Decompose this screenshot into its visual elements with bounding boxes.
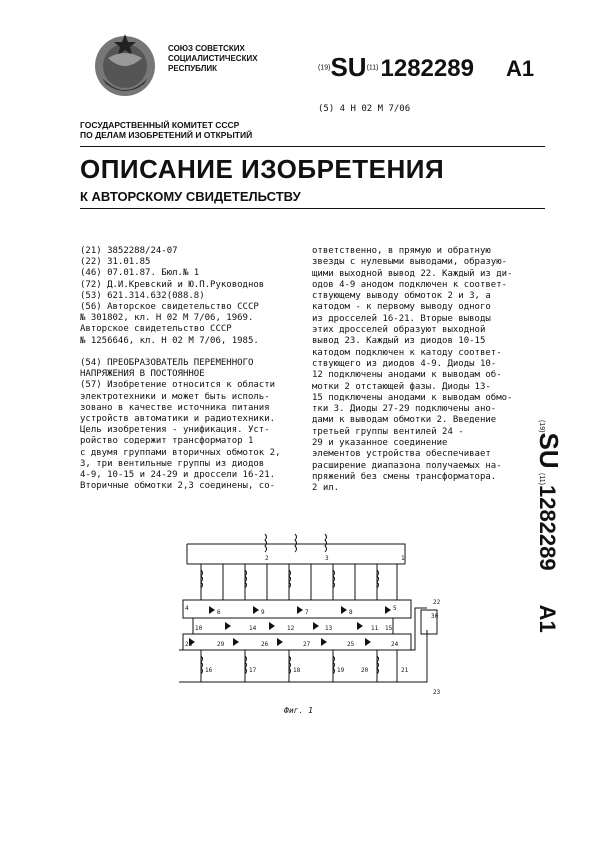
- label-13: 13: [325, 625, 333, 632]
- label-14: 14: [249, 625, 257, 632]
- label-16: 16: [205, 667, 213, 674]
- text-line: ройство содержит трансформатор 1: [80, 436, 254, 447]
- side-country-code: SU: [534, 432, 564, 469]
- text-line: расширение диапазона получаемых на-: [312, 460, 502, 471]
- text-line: 3, три вентильные группы из диодов: [80, 458, 265, 469]
- committee: [80, 120, 252, 140]
- text-line: 12 подключены анодами к выводам об-: [312, 370, 502, 381]
- text-line: № 301802, кл. Н 02 М 7/06, 1969.: [80, 313, 254, 324]
- text-line: дами к выводам обмотки 2. Введение: [312, 415, 497, 426]
- text-line: 2 ил.: [312, 483, 340, 494]
- text-line: звезды с нулевыми выводами, образую-: [312, 257, 508, 268]
- text-line: Цель изобретения - унификация. Уст-: [80, 425, 270, 436]
- text-line: ствующему выводу обмоток 2 и 3, а: [312, 291, 491, 302]
- label-27: 27: [303, 641, 311, 648]
- label-10: 10: [195, 625, 203, 632]
- label-25: 25: [347, 641, 355, 648]
- secondary-leads: [201, 564, 397, 600]
- label-21: 21: [401, 667, 409, 674]
- committee-line: ПО ДЕЛАМ ИЗОБРЕТЕНИЙ И ОТКРЫТИЙ: [80, 130, 253, 140]
- text-line: (57) Изобретение относится к области: [80, 380, 276, 391]
- org-line: РЕСПУБЛИК: [168, 64, 217, 73]
- bibliographic-column: [80, 246, 305, 492]
- label-3: 3: [325, 555, 329, 562]
- text-line: пряжений без смены трансформатора.: [312, 471, 497, 482]
- text-line: третьей группы вентилей 24 -: [312, 426, 464, 437]
- text-line: ответственно, в прямую и обратную: [312, 246, 491, 256]
- choke-leads: [201, 650, 397, 682]
- label-15: 15: [385, 625, 393, 632]
- text-line: Вторичные обмотки 2,3 соединены, со-: [80, 481, 276, 492]
- text-line: вывод 23. Каждый из диодов 10-15: [312, 336, 486, 347]
- label-9: 9: [261, 609, 265, 616]
- text-line: (22) 31.01.85: [80, 257, 151, 268]
- label-24: 24: [391, 641, 399, 648]
- label-8: 8: [349, 609, 353, 616]
- text-line: № 1256646, кл. Н 02 М 7/06, 1985.: [80, 335, 259, 346]
- patent-number-block: [318, 52, 534, 83]
- label-17: 17: [249, 667, 257, 674]
- text-line: с двумя группами вторичных обмоток 2,: [80, 447, 281, 458]
- country-code: SU: [330, 52, 367, 82]
- text-line: (56) Авторское свидетельство СССР: [80, 302, 259, 313]
- primary-winding-c: [325, 534, 327, 552]
- label-26: 26: [261, 641, 269, 648]
- org-line: СОЮЗ СОВЕТСКИХ: [168, 44, 245, 53]
- text-line: (54) ПРЕОБРАЗОВАТЕЛЬ ПЕРЕМЕННОГО: [80, 358, 254, 369]
- org-line: СОЦИАЛИСТИЧЕСКИХ: [168, 54, 258, 63]
- side-code-19: (19): [538, 420, 545, 433]
- text-line: щими выходной вывод 22. Каждый из ди-: [312, 268, 513, 279]
- text-line: мотки 2 отстающей фазы. Диоды 13-: [312, 381, 491, 392]
- patent-number: 1282289: [380, 55, 474, 82]
- label-20: 20: [361, 667, 369, 674]
- text-line: (53) 621.314.632(088.8): [80, 290, 205, 301]
- text-line: электротехники и может быть исполь-: [80, 391, 270, 402]
- figure-caption: Фиг. 1: [284, 706, 313, 715]
- text-line: элементов устройства обеспечивает: [312, 449, 491, 460]
- text-line: (72) Д.И.Кревский и Ю.П.Руководнов: [80, 279, 265, 290]
- label-11: 11: [371, 625, 379, 632]
- text-line: катодом - к первому выводу одного: [312, 302, 491, 313]
- label-23: 23: [433, 689, 441, 696]
- label-30: 30: [431, 613, 439, 620]
- text-line: ствующего из диодов 4-9. Диоды 10-: [312, 358, 497, 369]
- text-line: 4-9, 10-15 и 24-29 и дроссели 16-21.: [80, 470, 276, 481]
- text-line: (21) 3852288/24-07: [80, 246, 178, 256]
- text-line: 29 и указанное соединение: [312, 438, 448, 449]
- document-title: ОПИСАНИЕ ИЗОБРЕТЕНИЯ: [80, 154, 445, 184]
- label-12: 12: [287, 625, 295, 632]
- text-line: из дросселей 16-21. Вторые выводы: [312, 313, 491, 324]
- text-line: тки 3. Диоды 27-29 подключены ано-: [312, 404, 497, 415]
- document-subtitle: К АВТОРСКОМУ СВИДЕТЕЛЬСТВУ: [80, 189, 301, 204]
- primary-winding-a: [265, 534, 267, 552]
- label-4: 4: [185, 605, 189, 612]
- label-7: 7: [305, 609, 309, 616]
- text-line: (46) 07.01.87. Бюл.№ 1: [80, 268, 200, 279]
- side-patent-number: [534, 420, 586, 670]
- divider: [80, 208, 545, 209]
- side-code-11: (11): [538, 473, 545, 485]
- output-bus-23: [179, 630, 427, 682]
- label-19: 19: [337, 667, 345, 674]
- ussr-emblem-icon: [88, 28, 162, 102]
- label-29: 29: [217, 641, 225, 648]
- text-line: зовано в качестве источника питания: [80, 402, 270, 413]
- code-11: (11): [366, 64, 379, 72]
- label-1: 1: [401, 555, 405, 562]
- side-kind-code: A1: [535, 604, 560, 633]
- label-5: 5: [393, 605, 397, 612]
- text-line: устройств автоматики и радиотехники.: [80, 414, 276, 425]
- text-line: этих дросселей образуют выходной: [312, 325, 486, 336]
- text-line: Авторское свидетельство СССР: [80, 324, 232, 335]
- label-6: 6: [217, 609, 221, 616]
- text-line: НАПРЯЖЕНИЯ В ПОСТОЯННОЕ: [80, 369, 205, 380]
- side-patent-number-text: 1282289: [535, 484, 560, 571]
- divider: [80, 146, 545, 147]
- primary-winding-b: [295, 534, 297, 552]
- label-22: 22: [433, 599, 441, 606]
- text-line: одов 4-9 анодом подключен к соответ-: [312, 279, 508, 290]
- text-line: 15 подключены анодами к выводам обмо-: [312, 392, 513, 403]
- label-18: 18: [293, 667, 301, 674]
- kind-code: A1: [505, 56, 535, 81]
- ipc-code: (5) 4 Н 02 М 7/06: [318, 104, 411, 114]
- label-2: 2: [265, 555, 269, 562]
- abstract-column: [312, 246, 558, 495]
- label-28: 28: [185, 641, 193, 648]
- text-line: катодом подключен к катоду соответ-: [312, 347, 502, 358]
- issuing-state: [168, 44, 258, 74]
- circuit-diagram: [165, 530, 455, 710]
- text-line: [80, 347, 305, 358]
- diode-symbols: [209, 606, 391, 614]
- committee-line: ГОСУДАРСТВЕННЫЙ КОМИТЕТ СССР: [80, 120, 240, 130]
- code-19: (19): [318, 64, 331, 72]
